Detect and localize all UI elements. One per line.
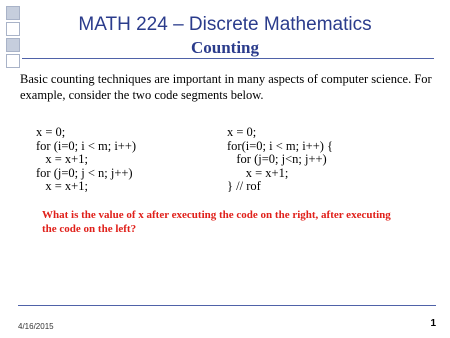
footer-divider — [18, 305, 436, 306]
code-line: } // rof — [227, 179, 261, 193]
code-segment-right — [227, 126, 333, 194]
question-text: What is the value of x after executing the code on the right, after executing the code on the left? — [42, 209, 391, 235]
slide-subtitle: Counting — [190, 38, 260, 57]
code-segment-left — [36, 126, 136, 194]
code-line: for(i=0; i < m; i++) { — [227, 138, 334, 153]
intro-paragraph: Basic counting techniques are important in many aspects of computer science. For example, consider the two code segments below. — [20, 72, 432, 102]
code-line: x = x+1; — [36, 179, 88, 193]
page-number: 1 — [430, 318, 436, 329]
code-line: x = x+1; — [227, 165, 289, 180]
title-divider — [22, 58, 434, 59]
code-line: for (j=0; j<n; j++) — [227, 152, 327, 166]
slide-title: MATH 224 – Discrete Mathematics — [78, 14, 372, 35]
code-line: for (j=0; j < n; j++) — [36, 165, 133, 180]
code-line: x = 0; — [227, 125, 257, 139]
code-line: x = x+1; — [36, 152, 88, 166]
slide-date: 4/16/2015 — [18, 322, 54, 331]
code-line: for (i=0; i < m; i++) — [36, 138, 137, 153]
code-line: x = 0; — [36, 125, 66, 139]
